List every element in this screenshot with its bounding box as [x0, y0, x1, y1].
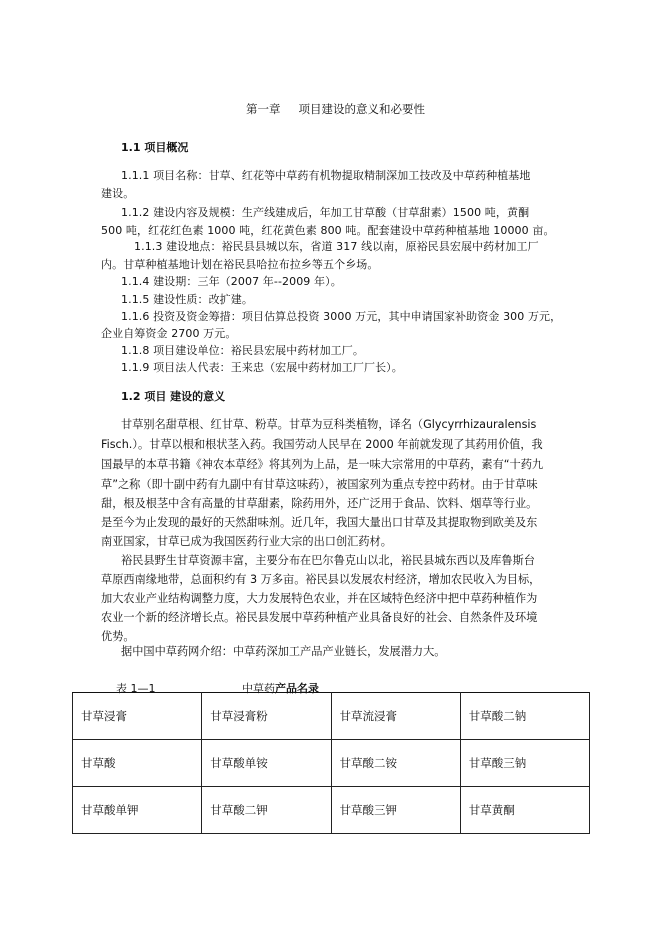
paragraph-line: Fisch.）。甘草以根和根状茎入药。我国劳动人民早在 2000 年前就发现了其药用价值，我 [101, 438, 543, 451]
paragraph-line: 是至今为止发现的最好的天然甜味剂。近几年，我国大量出口甘草及其提取物到欧美及东 [101, 516, 538, 529]
table-cell: 甘草酸二钾 [202, 787, 331, 834]
overview-line: 1.1.1 项目名称：甘草、红花等中草药有机物提取精制深加工技改及中草药种植基地 [121, 169, 531, 182]
paragraph-line: 南亚国家，甘草已成为我国医药行业大宗的出口创汇药材。 [101, 535, 392, 548]
product-table [72, 692, 590, 834]
overview-line: 1.1.4 建设期：三年（2007 年--2009 年）。 [121, 275, 342, 288]
table-cell: 甘草浸膏粉 [202, 693, 331, 740]
table-cell: 甘草酸 [73, 740, 202, 787]
table-row [73, 693, 590, 740]
chapter-number: 第一章 [246, 102, 281, 116]
overview-line: 建设。 [101, 187, 135, 200]
paragraph-line: 据中国中草药网介绍：中草药深加工产品产业链长，发展潜力大。 [121, 645, 446, 658]
overview-line: 内。甘草种植基地计划在裕民县哈拉布拉乡等五个乡场。 [101, 258, 379, 271]
section-1-2-heading: 1.2 项目 建设的意义 [121, 390, 226, 403]
chapter-title [246, 101, 425, 117]
table-cell: 甘草酸二钠 [460, 693, 589, 740]
section-1-1-heading: 1.1 项目概况 [121, 141, 189, 154]
table-cell: 甘草酸三钾 [331, 787, 460, 834]
paragraph-line: 甘草别名甜草根、红甘草、粉草。甘草为豆科类植物，译名（Glycyrrhizauralensis [121, 418, 537, 431]
table-cell: 甘草流浸膏 [331, 693, 460, 740]
table-cell: 甘草酸三钠 [460, 740, 589, 787]
overview-line: 1.1.9 项目法人代表：王来忠（宏展中药材加工厂厂长）。 [121, 361, 403, 374]
overview-line: 企业自筹资金 2700 万元。 [101, 327, 237, 340]
paragraph-line: 裕民县野生甘草资源丰富，主要分布在巴尔鲁克山以北，裕民县城东西以及库鲁斯台 [121, 554, 535, 567]
paragraph-line: 优势。 [101, 630, 135, 643]
table-row [73, 787, 590, 834]
overview-line: 1.1.3 建设地点：裕民县县城以东，省道 317 线以南，原裕民县宏展中药材加工厂 [134, 240, 539, 253]
table-label: 表 1—1 [116, 682, 156, 695]
table-row [73, 740, 590, 787]
table-cell: 甘草黄酮 [460, 787, 589, 834]
table-cell: 甘草酸二铵 [331, 740, 460, 787]
overview-line: 1.1.2 建设内容及规模：生产线建成后，年加工甘草酸（甘草甜素）1500 吨，黄酮 [121, 206, 530, 219]
paragraph-line: 加大农业产业结构调整力度，大力发展特色农业，并在区域特色经济中把中草药种植作为 [101, 592, 538, 605]
paragraph-line: 草”之称（即十副中药有九副中有甘草这味药），被国家列为重点专控中药材。由于甘草味 [101, 478, 538, 491]
overview-line: 1.1.5 建设性质：改扩建。 [121, 293, 253, 306]
table-cell: 甘草浸膏 [73, 693, 202, 740]
overview-line: 1.1.6 投资及资金筹措：项目估算总投资 3000 万元，其中申请国家补助资金 300 万元， [121, 310, 562, 323]
table-title-prefix: 中草药 [242, 682, 275, 695]
table-title-bold: 产品名录 [275, 682, 319, 695]
chapter-heading: 项目建设的意义和必要性 [298, 102, 425, 116]
paragraph-line: 国最早的本草书籍《神农本草经》将其列为上品，是一味大宗常用的中草药，素有“十药九 [101, 458, 544, 471]
overview-line: 500 吨，红花红色素 1000 吨，红花黄色素 800 吨。配套建设中草药种植基地 10000 亩。 [101, 224, 555, 237]
paragraph-line: 农业一个新的经济增长点。裕民县发展中草药种植产业具备良好的社会、自然条件及环境 [101, 611, 538, 624]
paragraph-line: 草原西南缘地带，总面积约有 3 万多亩。裕民县以发展农村经济，增加农民收入为目标， [101, 573, 541, 586]
table-cell: 甘草酸单铵 [202, 740, 331, 787]
table-cell: 甘草酸单钾 [73, 787, 202, 834]
paragraph-line: 甜，根及根茎中含有高量的甘草甜素，除药用外，还广泛用于食品、饮料、烟草等行业。 [101, 497, 538, 510]
overview-line: 1.1.8 项目建设单位：裕民县宏展中药材加工厂。 [121, 344, 364, 357]
